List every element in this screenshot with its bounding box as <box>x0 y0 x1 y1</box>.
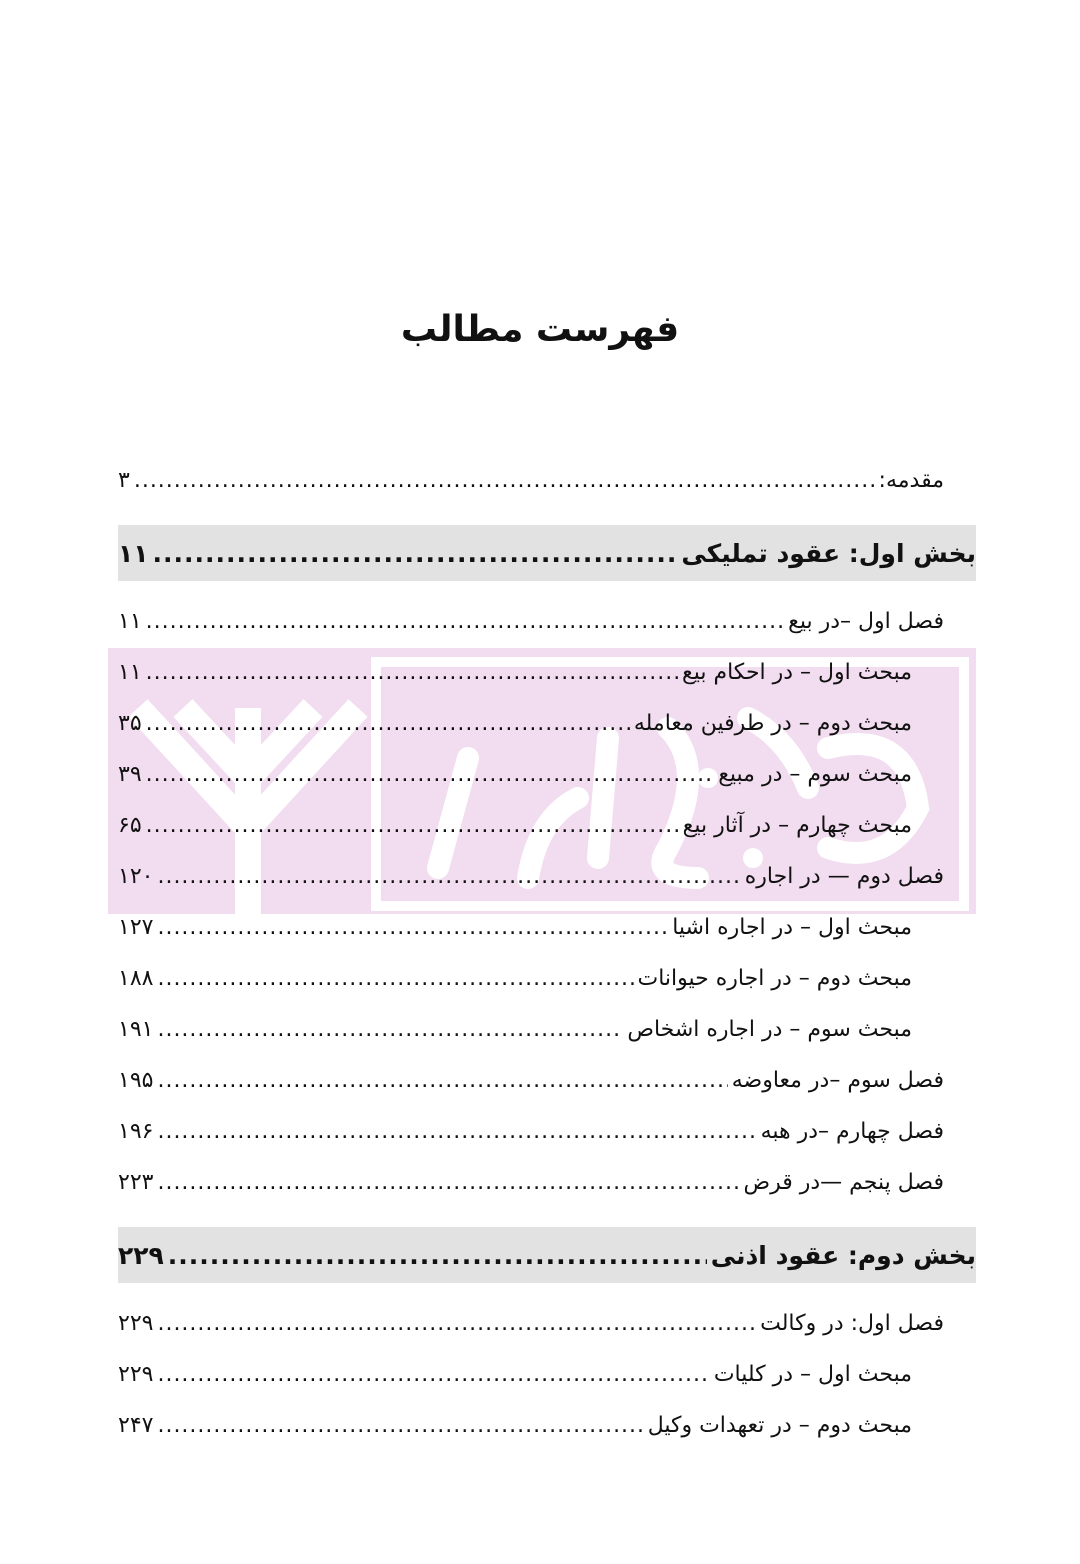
toc-entry-label: مبحث سوم – در اجاره اشخاص <box>627 1016 912 1042</box>
toc-entry-page-number: ۲۲۹ <box>118 1310 154 1336</box>
toc-entry-label: مبحث سوم – در مبیع <box>718 761 912 787</box>
toc-entry-page-number: ۲۲۹ <box>118 1240 164 1270</box>
toc-entry-chapter-5[interactable] <box>118 1159 944 1205</box>
toc-entry-chapter-part2-1[interactable] <box>118 1300 944 1346</box>
toc-entry-label: فصل اول: در وکالت <box>760 1310 944 1336</box>
toc-entry-page-number: ۱۹۵ <box>118 1067 154 1093</box>
toc-entry-page-number: ۳ <box>118 467 130 493</box>
toc-entry-topic-1-1[interactable] <box>118 649 912 695</box>
leader-dots <box>146 762 715 787</box>
leader-dots <box>157 1170 739 1195</box>
leader-dots <box>157 1119 756 1144</box>
toc-entry-topic-1-3[interactable] <box>118 751 912 797</box>
leader-dots <box>134 468 875 493</box>
leader-dots <box>157 1362 709 1387</box>
leader-dots <box>146 813 679 838</box>
toc-entry-label: مقدمه: <box>878 467 944 493</box>
toc-entry-label: فصل چهارم –در هبه <box>760 1118 944 1144</box>
toc-entry-page-number: ۱۱ <box>118 659 142 685</box>
toc-entry-page-number: ۱۱ <box>118 608 142 634</box>
toc-entry-page-number: ۳۹ <box>118 761 142 787</box>
toc-entry-label: مبحث دوم – در تعهدات وکیل <box>647 1412 912 1438</box>
toc-entry-label: فصل دوم — در اجاره <box>744 863 944 889</box>
leader-dots <box>157 1068 727 1093</box>
leader-dots <box>157 1311 756 1336</box>
leader-dots <box>153 539 678 568</box>
toc-entry-label: مبحث دوم – در اجاره حیوانات <box>637 965 912 991</box>
toc-entry-page-number: ۱۱ <box>118 538 149 568</box>
leader-dots <box>157 864 740 889</box>
toc-entry-page-number: ۱۹۱ <box>118 1016 154 1042</box>
toc-entry-page-number: ۲۴۷ <box>118 1412 154 1438</box>
toc-entry-part-2[interactable] <box>118 1232 976 1278</box>
toc-entry-page-number: ۳۵ <box>118 710 142 736</box>
toc-entry-page-number: ۱۸۸ <box>118 965 154 991</box>
toc-entry-chapter-4[interactable] <box>118 1108 944 1154</box>
toc-entry-chapter-3[interactable] <box>118 1057 944 1103</box>
toc-entry-label: مبحث دوم – در طرفین معامله <box>633 710 912 736</box>
toc-entry-label: مبحث اول – در احکام بیع <box>682 659 912 685</box>
leader-dots <box>146 609 785 634</box>
toc-entry-topic-1-2[interactable] <box>118 700 912 746</box>
leader-dots <box>146 711 630 736</box>
toc-entry-page-number: ۲۲۳ <box>118 1169 154 1195</box>
toc-entry-label: مبحث اول – در اجاره اشیا <box>672 914 912 940</box>
toc-entry-topic-2-3[interactable] <box>118 1006 912 1052</box>
toc-entry-label: فصل سوم –در معاوضه <box>731 1067 944 1093</box>
toc-entry-page-number: ۱۲۰ <box>118 863 154 889</box>
toc-entry-label: بخش اول: عقود تملیکی <box>681 538 976 568</box>
leader-dots <box>157 1413 643 1438</box>
toc-entry-chapter-1[interactable] <box>118 598 944 644</box>
toc-entry-label: بخش دوم: عقود اذنی <box>710 1240 976 1270</box>
leader-dots <box>146 660 678 685</box>
toc-entry-topic-part2-1[interactable] <box>118 1351 912 1397</box>
toc-entry-label: مبحث اول – در کلیات <box>713 1361 912 1387</box>
leader-dots <box>157 915 668 940</box>
toc-entry-introduction[interactable] <box>118 457 944 503</box>
toc-entry-label: مبحث چهارم – در آثار بیع <box>682 812 912 838</box>
leader-dots <box>168 1241 707 1270</box>
toc-entry-topic-2-2[interactable] <box>118 955 912 1001</box>
leader-dots <box>157 966 633 991</box>
toc-entry-page-number: ۱۲۷ <box>118 914 154 940</box>
toc-entry-page-number: ۶۵ <box>118 812 142 838</box>
toc-entry-page-number: ۱۹۶ <box>118 1118 154 1144</box>
leader-dots <box>157 1017 623 1042</box>
toc-entry-label: فصل اول –در بیع <box>788 608 944 634</box>
page-title: فهرست مطالب <box>400 309 680 350</box>
toc-entry-topic-2-1[interactable] <box>118 904 912 950</box>
toc-entry-chapter-2[interactable] <box>118 853 944 899</box>
toc-entry-part-1[interactable] <box>118 530 976 576</box>
toc-entry-topic-1-4[interactable] <box>118 802 912 848</box>
toc-entry-label: فصل پنجم —در قرض <box>743 1169 944 1195</box>
toc-entry-topic-part2-2[interactable] <box>118 1402 912 1448</box>
toc-entry-page-number: ۲۲۹ <box>118 1361 154 1387</box>
